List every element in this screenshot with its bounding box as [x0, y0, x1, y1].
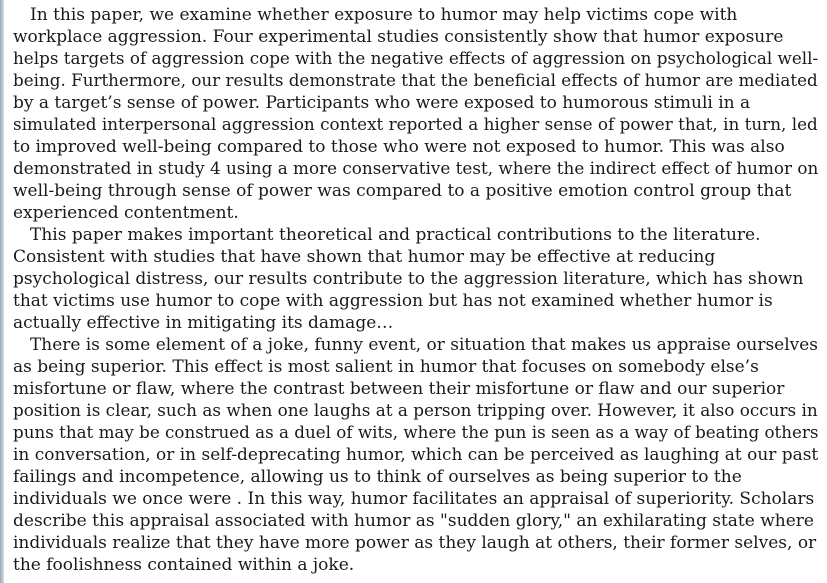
- text-line: puns that may be construed as a duel of wits, where the pun is seen as a way of beating others: [13, 423, 819, 443]
- document-body: [13, 4, 818, 576]
- text-line: workplace aggression. Four experimental studies consistently show that humor exposure: [13, 27, 784, 47]
- text-line: misfortune or flaw, where the contrast between their misfortune or flaw and our superior: [13, 379, 785, 399]
- text-line: experienced contentment.: [13, 203, 239, 223]
- text-line: as being superior. This effect is most salient in humor that focuses on somebody else’s: [13, 357, 759, 377]
- text-line: well-being through sense of power was compared to a positive emotion control group that: [13, 181, 792, 201]
- text-line: helps targets of aggression cope with the negative effects of aggression on psychological well-: [13, 49, 819, 69]
- text-line: psychological distress, our results contribute to the aggression literature, which has shown: [13, 269, 804, 289]
- text-line: There is some element of a joke, funny event, or situation that makes us appraise ourselves: [29, 335, 818, 355]
- text-line: being. Furthermore, our results demonstrate that the beneficial effects of humor are mediated: [13, 71, 818, 91]
- text-line: failings and incompetence, allowing us to think of ourselves as being superior to the: [13, 467, 742, 487]
- text-line: This paper makes important theoretical and practical contributions to the literature.: [30, 225, 761, 245]
- window-edge: [0, 0, 4, 583]
- text-line: Consistent with studies that have shown that humor may be effective at reducing: [13, 247, 716, 267]
- text-line: In this paper, we examine whether exposure to humor may help victims cope with: [30, 5, 738, 25]
- text-line: demonstrated in study 4 using a more conservative test, where the indirect effect of humor on: [13, 159, 819, 179]
- text-line: that victims use humor to cope with aggression but has not examined whether humor is: [13, 291, 773, 311]
- text-line: the foolishness contained within a joke.: [13, 555, 355, 575]
- text-line: actually effective in mitigating its damage…: [13, 313, 394, 333]
- text-line: position is clear, such as when one laughs at a person tripping over. However, it also occurs in: [13, 401, 818, 421]
- text-line: to improved well-being compared to those who were not exposed to humor. This was also: [13, 137, 785, 157]
- text-line: describe this appraisal associated with humor as "sudden glory," an exhilarating state where: [13, 511, 814, 531]
- text-line: individuals we once were . In this way, humor facilitates an appraisal of superiority. Scholars: [13, 489, 815, 509]
- text-line: individuals realize that they have more power as they laugh at others, their former selves, or: [13, 533, 817, 553]
- text-line: simulated interpersonal aggression context reported a higher sense of power that, in turn, led: [13, 115, 818, 135]
- text-line: in conversation, or in self-deprecating humor, which can be perceived as laughing at our past: [13, 445, 819, 465]
- text-line: by a target’s sense of power. Participants who were exposed to humorous stimuli in a: [13, 93, 751, 113]
